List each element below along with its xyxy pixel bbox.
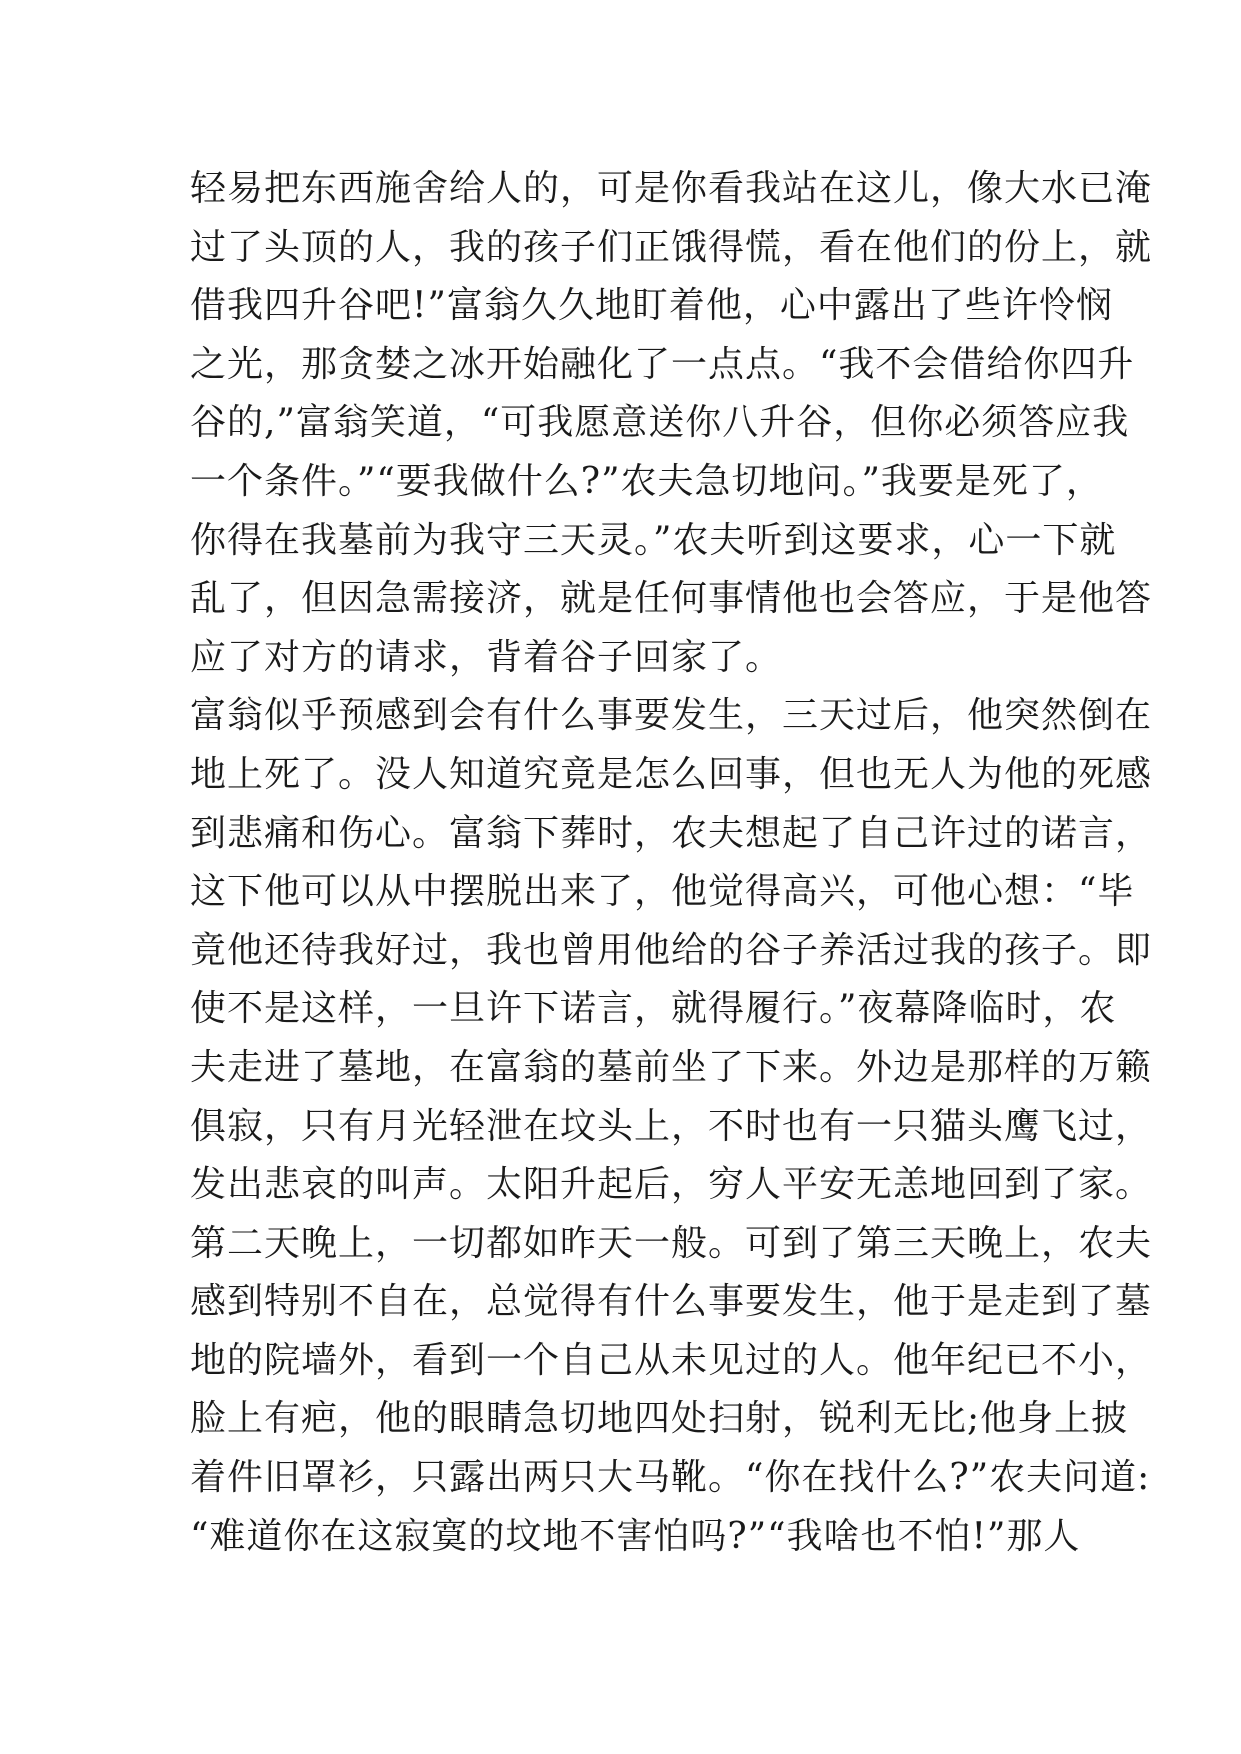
text-line: 地上死了。没人知道究竟是怎么回事，但也无人为他的死感 (190, 753, 1153, 795)
text-line: 应了对方的请求，背着谷子回家了。 (190, 636, 783, 678)
text-line: 发出悲哀的叫声。太阳升起后，穷人平安无恙地回到了家。 (190, 1164, 1153, 1206)
text-line: 这下他可以从中摆脱出来了，他觉得高兴，可他心想：“毕 (190, 871, 1135, 913)
text-line: 过了头顶的人，我的孩子们正饿得慌，看在他们的份上，就 (190, 226, 1153, 268)
body-text (190, 160, 1153, 1566)
text-line: 你得在我墓前为我守三天灵。”农夫听到这要求，心一下就 (190, 519, 1117, 561)
text-line: 俱寂，只有月光轻泄在坟头上，不时也有一只猫头鹰飞过， (190, 1105, 1153, 1147)
text-line: 轻易把东西施舍给人的，可是你看我站在这儿，像大水已淹 (190, 168, 1153, 209)
text-line: “难道你在这寂寞的坟地不害怕吗?”“我啥也不怕!”那人 (190, 1515, 1081, 1557)
text-line: 借我四升谷吧!”富翁久久地盯着他，心中露出了些许怜悯 (190, 285, 1113, 327)
text-line: 着件旧罩衫，只露出两只大马靴。“你在找什么?”农夫问道: (190, 1457, 1151, 1499)
text-line: 脸上有疤，他的眼睛急切地四处扫射，锐利无比;他身上披 (190, 1398, 1129, 1440)
text-line: 感到特别不自在，总觉得有什么事要发生，他于是走到了墓 (190, 1281, 1153, 1323)
text-line: 夫走进了墓地，在富翁的墓前坐了下来。外边是那样的万籁 (190, 1046, 1153, 1088)
text-line: 之光，那贪婪之冰开始融化了一点点。“我不会借给你四升 (190, 343, 1135, 385)
text-line: 富翁似乎预感到会有什么事要发生，三天过后，他突然倒在 (190, 695, 1153, 737)
text-line: 地的院墙外，看到一个自己从未见过的人。他年纪已不小， (190, 1339, 1153, 1381)
text-line: 竟他还待我好过，我也曾用他给的谷子养活过我的孩子。即 (190, 929, 1153, 971)
text-line: 第二天晚上，一切都如昨天一般。可到了第三天晚上，农夫 (190, 1222, 1153, 1264)
text-line: 到悲痛和伤心。富翁下葬时，农夫想起了自己许过的诺言， (190, 812, 1153, 854)
text-line: 一个条件。”“要我做什么?”农夫急切地问。”我要是死了， (190, 460, 1103, 502)
text-line: 使不是这样，一旦许下诺言，就得履行。”夜幕降临时，农 (190, 988, 1117, 1030)
text-line: 乱了，但因急需接济，就是任何事情他也会答应，于是他答 (190, 578, 1153, 620)
text-line: 谷的,”富翁笑道，“可我愿意送你八升谷，但你必须答应我 (190, 402, 1130, 444)
